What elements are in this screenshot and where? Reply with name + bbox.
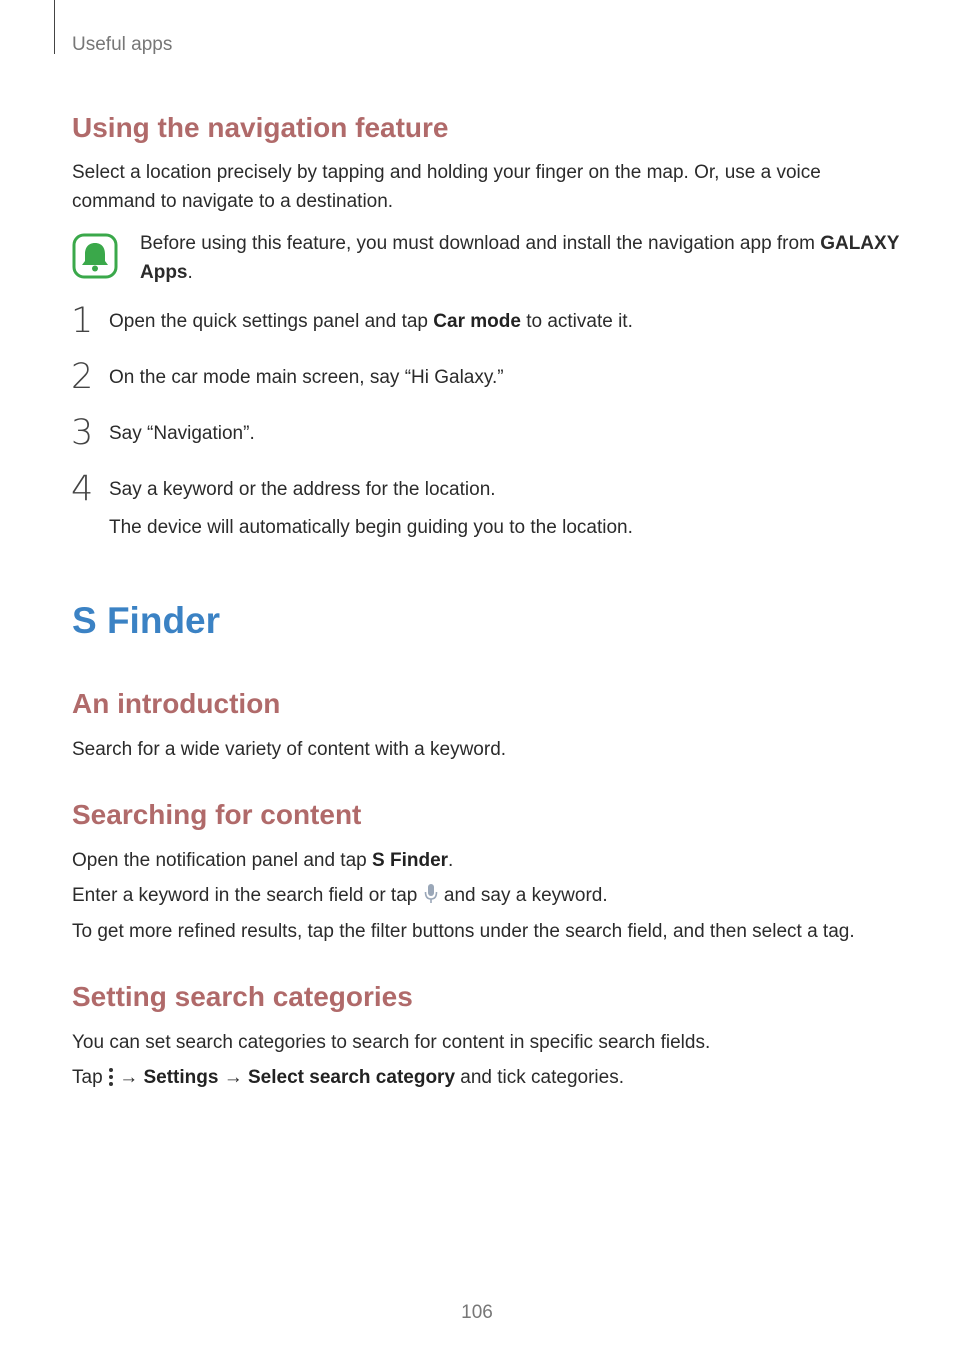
bell-note-icon bbox=[72, 233, 118, 279]
nav-feature-intro: Select a location precisely by tapping and holding your finger on the map. Or, use a voice command to navigate to a destination. bbox=[72, 162, 821, 212]
step-number: 2 bbox=[71, 357, 94, 397]
searching-line-2 bbox=[72, 881, 892, 910]
categories-title: Setting search categories bbox=[72, 981, 413, 1012]
step-text: Say “Navigation”. bbox=[109, 423, 255, 444]
searching-line-1-pre: Open the notification panel and tap bbox=[72, 850, 373, 871]
settings-label: Settings bbox=[143, 1067, 219, 1088]
note-prefix: Before using this feature, you must download and install the navigation app from bbox=[140, 233, 821, 254]
introduction-text: Search for a wide variety of content with a keyword. bbox=[72, 739, 507, 760]
categories-line-2-post: and tick categories. bbox=[455, 1067, 624, 1088]
searching-line-2-pre: Enter a keyword in the search field or tap bbox=[72, 885, 423, 906]
section-header: Useful apps bbox=[72, 34, 173, 55]
step-text: Say a keyword or the address for the location. bbox=[109, 479, 496, 500]
categories-line-2 bbox=[72, 1063, 892, 1092]
step-text bbox=[109, 307, 889, 336]
step-text: On the car mode main screen, say “Hi Galaxy.” bbox=[109, 367, 504, 388]
step-number: 1 bbox=[71, 301, 94, 341]
select-search-category-label: Select search category bbox=[248, 1067, 456, 1088]
step-number: 4 bbox=[71, 469, 94, 509]
step-1-pre: Open the quick settings panel and tap bbox=[109, 311, 434, 332]
categories-tap: Tap bbox=[72, 1067, 108, 1088]
page-number: 106 bbox=[461, 1302, 493, 1323]
step-1-post: to activate it. bbox=[520, 311, 633, 332]
chapter-title: S Finder bbox=[72, 600, 221, 641]
searching-line-2-post: and say a keyword. bbox=[438, 885, 608, 906]
searching-line-1 bbox=[72, 846, 892, 875]
introduction-title: An introduction bbox=[72, 688, 281, 719]
searching-line-1-post: . bbox=[448, 850, 454, 871]
arrow: → bbox=[113, 1067, 144, 1088]
step-subtext: The device will automatically begin guiding you to the location. bbox=[109, 517, 633, 538]
step-1-bold: Car mode bbox=[433, 311, 521, 332]
searching-title: Searching for content bbox=[72, 799, 362, 830]
microphone-icon bbox=[423, 883, 439, 905]
note-suffix: . bbox=[187, 262, 193, 283]
searching-line-3: To get more refined results, tap the filter buttons under the search field, and then select a tag. bbox=[72, 921, 855, 942]
categories-line-1: You can set search categories to search for content in specific search fields. bbox=[72, 1032, 711, 1053]
step-number: 3 bbox=[71, 413, 94, 453]
header-rule bbox=[54, 0, 55, 54]
nav-feature-title: Using the navigation feature bbox=[72, 112, 449, 143]
note-bold: GALAXY Apps bbox=[140, 233, 900, 283]
note-text bbox=[140, 229, 900, 287]
searching-line-1-bold: S Finder bbox=[372, 850, 449, 871]
arrow: → bbox=[218, 1067, 248, 1088]
